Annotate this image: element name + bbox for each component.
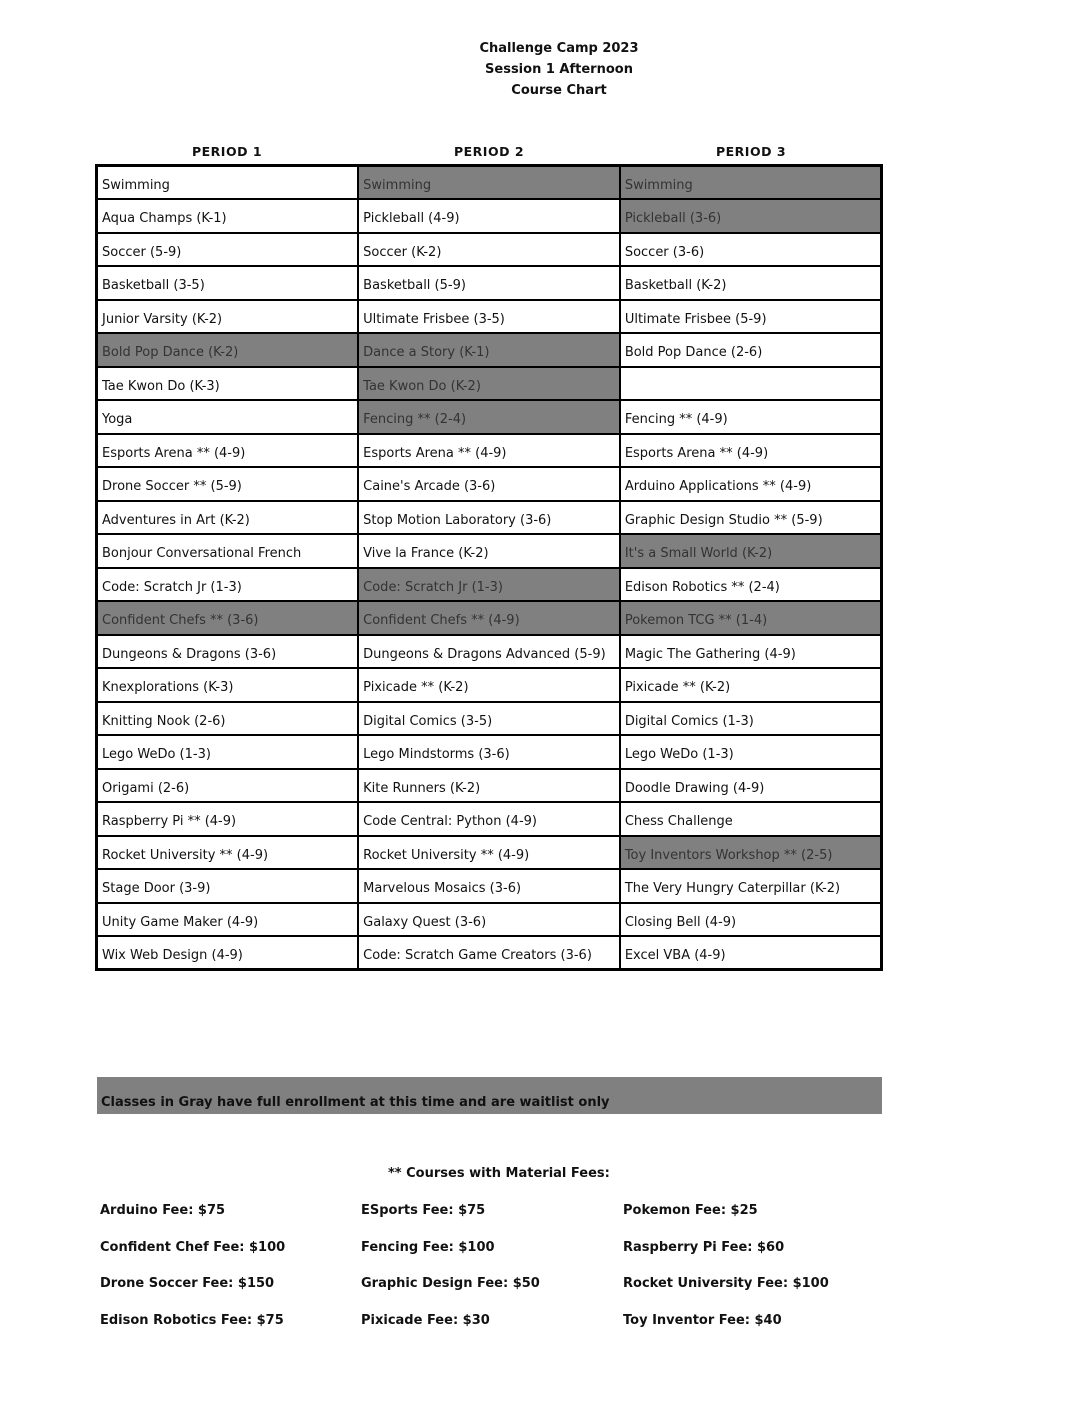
course-cell-period-3: Digital Comics (1-3) <box>620 702 882 736</box>
table-row <box>97 802 882 836</box>
fee-item: Confident Chef Fee: $100 <box>100 1239 286 1255</box>
course-cell-period-3: Pixicade ** (K-2) <box>620 668 882 702</box>
course-cell-period-2: Code: Scratch Game Creators (3-6) <box>358 936 620 970</box>
course-cell-period-3: Closing Bell (4-9) <box>620 903 882 937</box>
fee-item: Arduino Fee: $75 <box>100 1203 226 1218</box>
period-header-1: PERIOD 1 <box>191 144 263 159</box>
course-cell-period-3: The Very Hungry Caterpillar (K-2) <box>620 869 882 903</box>
course-cell-period-1: Code: Scratch Jr (1-3) <box>97 568 359 602</box>
course-cell-period-2: Ultimate Frisbee (3-5) <box>358 300 620 334</box>
table-row <box>97 903 882 937</box>
course-cell-period-1: Knexplorations (K-3) <box>97 668 359 702</box>
title-line-2: Session 1 Afternoon <box>485 62 633 77</box>
course-cell-period-2: Kite Runners (K-2) <box>358 769 620 803</box>
table-row <box>97 836 882 870</box>
course-cell-period-2: Digital Comics (3-5) <box>358 702 620 736</box>
course-cell-period-3: Magic The Gathering (4-9) <box>620 635 882 669</box>
table-row <box>97 266 882 300</box>
course-cell-period-3: Bold Pop Dance (2-6) <box>620 333 882 367</box>
fee-item: ESports Fee: $75 <box>361 1203 486 1218</box>
course-cell-period-3: Fencing ** (4-9) <box>620 400 882 434</box>
document-title <box>0 38 1088 101</box>
material-fees-title: ** Courses with Material Fees: <box>388 1166 610 1181</box>
course-cell-period-3: Arduino Applications ** (4-9) <box>620 467 882 501</box>
table-row <box>97 568 882 602</box>
table-row <box>97 702 882 736</box>
course-cell-period-3: Chess Challenge <box>620 802 882 836</box>
course-cell-period-1: Unity Game Maker (4-9) <box>97 903 359 937</box>
course-cell-period-3: Toy Inventors Workshop ** (2-5) <box>620 836 882 870</box>
course-cell-period-1: Drone Soccer ** (5-9) <box>97 467 359 501</box>
course-cell-period-3: Ultimate Frisbee (5-9) <box>620 300 882 334</box>
table-row <box>97 199 882 233</box>
course-cell-period-1: Junior Varsity (K-2) <box>97 300 359 334</box>
course-cell-period-2: Code: Scratch Jr (1-3) <box>358 568 620 602</box>
table-row <box>97 601 882 635</box>
course-cell-period-1: Soccer (5-9) <box>97 233 359 267</box>
table-row <box>97 434 882 468</box>
course-cell-period-1: Bonjour Conversational French <box>97 534 359 568</box>
table-row <box>97 668 882 702</box>
course-cell-period-2: Code Central: Python (4-9) <box>358 802 620 836</box>
table-row <box>97 735 882 769</box>
waitlist-note: Classes in Gray have full enrollment at this time and are waitlist only <box>101 1095 610 1110</box>
table-row <box>97 534 882 568</box>
course-cell-period-2: Pickleball (4-9) <box>358 199 620 233</box>
course-cell-period-1: Swimming <box>97 166 359 200</box>
course-cell-period-1: Bold Pop Dance (K-2) <box>97 333 359 367</box>
course-cell-period-3: It's a Small World (K-2) <box>620 534 882 568</box>
title-line-1: Challenge Camp 2023 <box>479 41 639 56</box>
course-cell-period-2: Vive la France (K-2) <box>358 534 620 568</box>
table-row <box>97 300 882 334</box>
course-cell-period-2: Marvelous Mosaics (3-6) <box>358 869 620 903</box>
course-cell-period-1: Lego WeDo (1-3) <box>97 735 359 769</box>
fee-item: Fencing Fee: $100 <box>361 1239 495 1255</box>
course-chart-table <box>95 164 883 971</box>
course-cell-period-3: Graphic Design Studio ** (5-9) <box>620 501 882 535</box>
table-row <box>97 400 882 434</box>
fee-item: Raspberry Pi Fee: $60 <box>623 1239 785 1255</box>
course-cell-period-3: Soccer (3-6) <box>620 233 882 267</box>
table-row <box>97 233 882 267</box>
course-cell-period-3: Pickleball (3-6) <box>620 199 882 233</box>
course-cell-period-2: Tae Kwon Do (K-2) <box>358 367 620 401</box>
course-cell-period-1: Adventures in Art (K-2) <box>97 501 359 535</box>
fee-item: Rocket University Fee: $100 <box>623 1276 829 1292</box>
course-cell-period-1: Yoga <box>97 400 359 434</box>
course-cell-period-2: Stop Motion Laboratory (3-6) <box>358 501 620 535</box>
period-header-2: PERIOD 2 <box>453 144 525 159</box>
table-row <box>97 367 882 401</box>
course-cell-period-3 <box>620 367 882 401</box>
course-cell-period-2: Galaxy Quest (3-6) <box>358 903 620 937</box>
waitlist-note-bar <box>97 1077 882 1114</box>
course-cell-period-1: Raspberry Pi ** (4-9) <box>97 802 359 836</box>
course-cell-period-3: Lego WeDo (1-3) <box>620 735 882 769</box>
table-row <box>97 166 882 200</box>
course-cell-period-1: Aqua Champs (K-1) <box>97 199 359 233</box>
table-row <box>97 869 882 903</box>
course-cell-period-1: Origami (2-6) <box>97 769 359 803</box>
course-cell-period-3: Excel VBA (4-9) <box>620 936 882 970</box>
course-cell-period-2: Caine's Arcade (3-6) <box>358 467 620 501</box>
course-cell-period-2: Rocket University ** (4-9) <box>358 836 620 870</box>
course-cell-period-3: Basketball (K-2) <box>620 266 882 300</box>
table-row <box>97 501 882 535</box>
course-cell-period-1: Basketball (3-5) <box>97 266 359 300</box>
course-cell-period-2: Confident Chefs ** (4-9) <box>358 601 620 635</box>
period-header-3: PERIOD 3 <box>715 144 787 159</box>
course-cell-period-2: Dungeons & Dragons Advanced (5-9) <box>358 635 620 669</box>
course-cell-period-1: Rocket University ** (4-9) <box>97 836 359 870</box>
course-cell-period-2: Soccer (K-2) <box>358 233 620 267</box>
course-cell-period-3: Swimming <box>620 166 882 200</box>
fee-item: Drone Soccer Fee: $150 <box>100 1276 275 1292</box>
course-cell-period-1: Esports Arena ** (4-9) <box>97 434 359 468</box>
course-cell-period-2: Swimming <box>358 166 620 200</box>
course-cell-period-2: Dance a Story (K-1) <box>358 333 620 367</box>
course-cell-period-1: Tae Kwon Do (K-3) <box>97 367 359 401</box>
course-cell-period-2: Esports Arena ** (4-9) <box>358 434 620 468</box>
fee-item: Graphic Design Fee: $50 <box>361 1276 540 1292</box>
course-cell-period-2: Lego Mindstorms (3-6) <box>358 735 620 769</box>
course-cell-period-2: Fencing ** (2-4) <box>358 400 620 434</box>
course-cell-period-1: Stage Door (3-9) <box>97 869 359 903</box>
course-cell-period-2: Pixicade ** (K-2) <box>358 668 620 702</box>
title-line-3: Course Chart <box>511 83 607 98</box>
course-cell-period-3: Pokemon TCG ** (1-4) <box>620 601 882 635</box>
table-row <box>97 769 882 803</box>
course-cell-period-3: Edison Robotics ** (2-4) <box>620 568 882 602</box>
course-cell-period-3: Esports Arena ** (4-9) <box>620 434 882 468</box>
fee-item: Edison Robotics Fee: $75 <box>100 1313 284 1329</box>
table-row <box>97 635 882 669</box>
course-cell-period-1: Dungeons & Dragons (3-6) <box>97 635 359 669</box>
course-cell-period-1: Confident Chefs ** (3-6) <box>97 601 359 635</box>
course-cell-period-1: Wix Web Design (4-9) <box>97 936 359 970</box>
fee-item: Pixicade Fee: $30 <box>361 1313 490 1329</box>
course-cell-period-2: Basketball (5-9) <box>358 266 620 300</box>
fee-item: Pokemon Fee: $25 <box>623 1203 758 1218</box>
fee-item: Toy Inventor Fee: $40 <box>623 1313 782 1329</box>
table-row <box>97 936 882 970</box>
table-row <box>97 333 882 367</box>
course-cell-period-3: Doodle Drawing (4-9) <box>620 769 882 803</box>
course-cell-period-1: Knitting Nook (2-6) <box>97 702 359 736</box>
table-row <box>97 467 882 501</box>
